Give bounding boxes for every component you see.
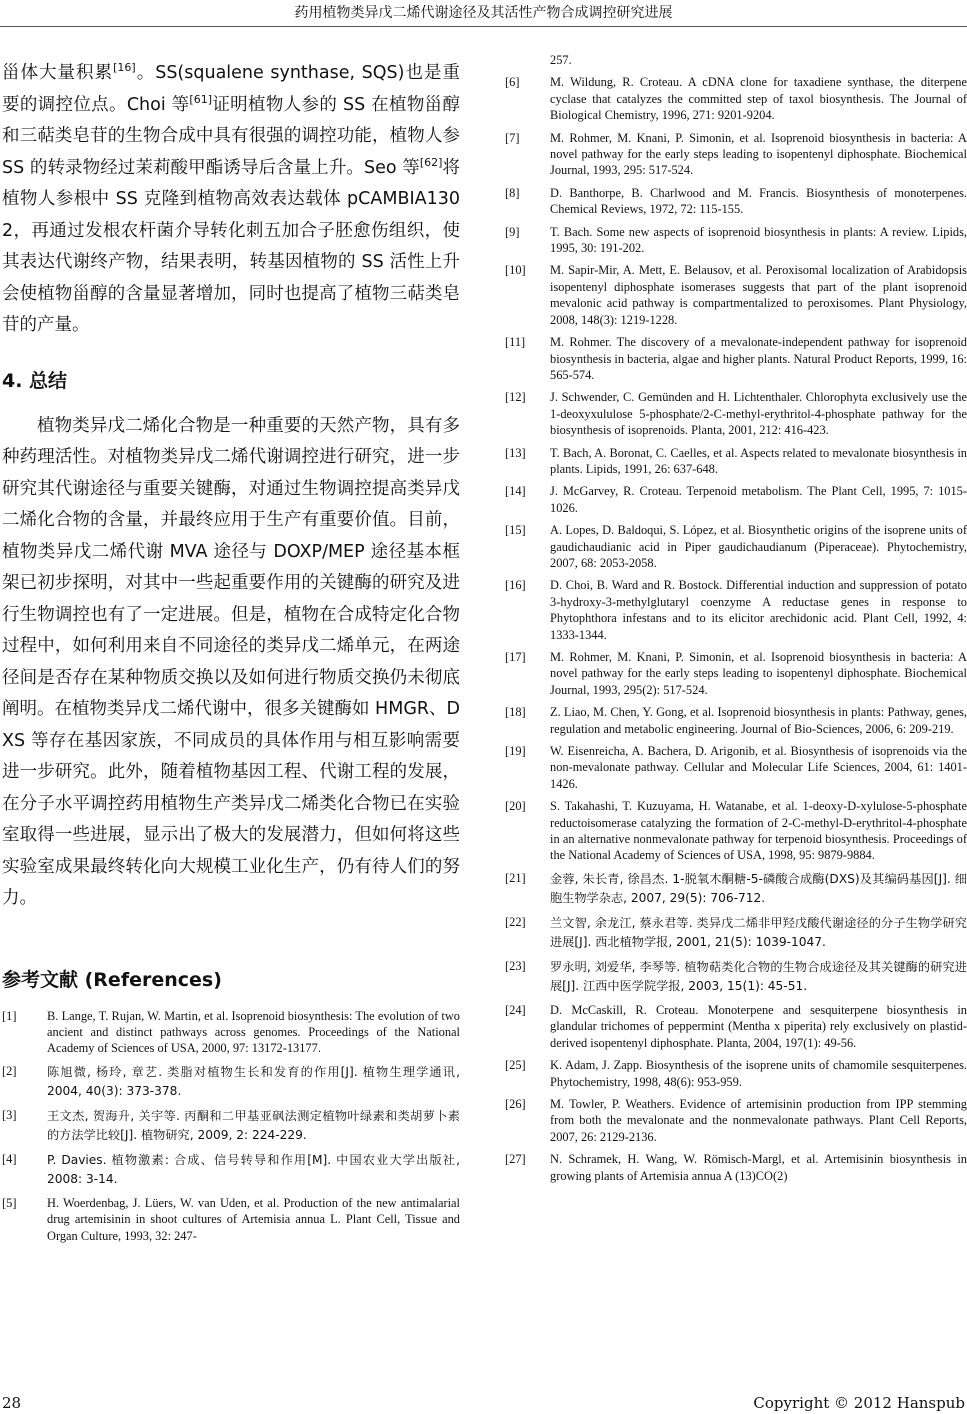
reference-item [505, 1057, 967, 1090]
reference-item [505, 262, 967, 328]
reference-item [505, 185, 967, 218]
text-segment: 。SS(squalene synthase, SQS)也是重要的调控位点。Choi 等 [2, 63, 460, 115]
citation-62: [62] [419, 155, 443, 169]
reference-text: M. Sapir-Mir, A. Mett, E. Belausov, et al. Peroxisomal localization of Arabidopsis isopentenyl diphosphate isomerases suggests that part of the plant isoprenoid mevalonic acid pathway is compartmentalized to peroxisomes. Plant Physiology, 2008, 148(3): 1219-1228. [550, 263, 967, 327]
reference-item [505, 743, 967, 792]
reference-text: D. Banthorpe, B. Charlwood and M. Francis. Biosynthesis of monoterpenes. Chemical Reviews, 1972, 72: 115-155. [550, 185, 967, 217]
reference-number: [27] [505, 1152, 526, 1167]
reference-text: 罗永明, 刘爱华, 李琴等. 植物萜类化合物的生物合成途径及其关键酶的研究进展[J]. 江西中医学院学报, 2003, 15(1): 45-51. [550, 959, 967, 993]
paragraph-ss-regulation [2, 58, 460, 342]
left-column [2, 58, 460, 1250]
reference-text: 兰文智, 余龙江, 蔡永君等. 类异戊二烯非甲羟戊酸代谢途径的分子生物学研究进展[J]. 西北植物学报, 2001, 21(5): 1039-1047. [550, 915, 967, 949]
reference-list-left [2, 1008, 460, 1244]
section-title-summary: 4. 总结 [2, 369, 68, 392]
reference-text: M. Rohmer, M. Knani, P. Simonin, et al. Isoprenoid biosynthesis in bacteria: A novel pathway for the early steps leading to isopentenyl diphosphate. Biochemical Journal, 1993, 295(2): 517-524. [550, 650, 967, 697]
reference-text: S. Takahashi, T. Kuzuyama, H. Watanabe, et al. 1-deoxy-D-xylulose-5-phosphate reductoisomerase catalyzing the formation of 2-C-methyl-D-erythritol-4-phosphate in an alternative nonmevalonate pathway for terpenoid biosynthesis. Proceedings of the National Academy of Sciences of USA, 1998, 95: 9879-9884. [550, 799, 967, 863]
reference-item [505, 1151, 967, 1184]
reference-item [2, 1195, 460, 1244]
reference-text: J. McGarvey, R. Croteau. Terpenoid metabolism. The Plant Cell, 1995, 7: 1015-1026. [550, 484, 967, 515]
reference-number: [21] [505, 870, 526, 885]
reference-text: D. Choi, B. Ward and R. Bostock. Differential induction and suppression of potato 3-hydroxy-3-methylglutaryl coenzyme A reductase genes in response to Phytophthora infestans and to its elicitor arechidonic acid. Plant Cell, 1992, 4: 1333-1344. [550, 578, 967, 642]
reference-item [505, 224, 967, 257]
reference-number: [22] [505, 914, 526, 929]
reference-text: K. Adam, J. Zapp. Biosynthesis of the isoprene units of chamomile sesquiterpenes. Phytochemistry, 1998, 48(6): 953-959. [550, 1058, 967, 1089]
reference-number: [25] [505, 1058, 526, 1073]
reference-number: [4] [2, 1151, 17, 1166]
reference-text: M. Rohmer, M. Knani, P. Simonin, et al. Isoprenoid biosynthesis in bacteria: A novel pathway for the early steps leading to isopentenyl diphosphate. Biochemical Journal, 1993, 295: 517-524. [550, 130, 967, 178]
reference-number: [5] [2, 1195, 17, 1210]
reference-item [505, 870, 967, 908]
reference-number: [11] [505, 335, 526, 350]
reference-text: M. Rohmer. The discovery of a mevalonate-independent pathway for isoprenoid biosynthesis in bacteria, algae and higher plants. Natural Product Reports, 1999, 16: 565-574. [550, 335, 967, 382]
reference-text: 陈旭微, 杨玲, 章艺. 类脂对植物生长和发育的作用[J]. 植物生理学通讯, 2004, 40(3): 373-378. [47, 1064, 460, 1098]
reference-number: [9] [505, 224, 520, 239]
reference-number: [15] [505, 523, 526, 538]
text-segment: 证明植物人参的 SS 在植物甾醇和三萜类皂苷的生物合成中具有很强的调控功能，植物人参 SS 的转录物经过茉莉酸甲酯诱导后含量上升。Seo 等 [2, 94, 460, 178]
reference-number: [7] [505, 130, 520, 145]
page-number: 28 [2, 1394, 22, 1412]
reference-number: [24] [505, 1002, 526, 1017]
reference-item [505, 704, 967, 737]
reference-number: [14] [505, 484, 526, 499]
reference-number: [10] [505, 263, 526, 278]
reference-item [505, 522, 967, 571]
reference-item [505, 74, 967, 123]
reference-text: 王文杰, 贺海升, 关宇等. 丙酮和二甲基亚砜法测定植物叶绿素和类胡萝卜素的方法学比较[J]. 植物研究, 2009, 2: 224-229. [47, 1108, 460, 1142]
reference-item [2, 1107, 460, 1145]
reference-item [2, 1008, 460, 1057]
reference-continuation: 257. [550, 53, 572, 67]
reference-text: B. Lange, T. Rujan, W. Martin, et al. Isoprenoid biosynthesis: The evolution of two ancient and distinct pathways across genomes. Proceedings of the National Academy of Sciences of USA, 2000, 97: 13172-13177. [47, 1008, 460, 1056]
reference-number: [20] [505, 799, 526, 814]
reference-number: [17] [505, 650, 526, 664]
reference-number: [6] [505, 75, 520, 90]
reference-item [505, 958, 967, 996]
running-header [0, 0, 967, 27]
citation-61: [61] [189, 92, 213, 106]
text-segment: 将植物人参根中 SS 克隆到植物高效表达载体 pCAMBIA1302，再通过发根农杆菌介导转化刺五加合子胚愈伤组织，使其表达代谢终产物，结果表明，转基因植物的 SS 活性上升会使植物甾醇的含量显著增加，同时也提高了植物三萜类皂苷的产量。 [2, 157, 460, 335]
header-title: 药用植物类异戊二烯代谢途径及其活性产物合成调控研究进展 [294, 5, 673, 21]
reference-number: [8] [505, 185, 520, 200]
reference-item [505, 334, 967, 383]
reference-text: M. Wildung, R. Croteau. A cDNA clone for taxadiene synthase, the diterpene cyclase that catalyzes the committed step of taxol biosynthesis. The Journal of Biological Chemistry, 1996, 271: 9201-9204. [550, 75, 967, 123]
reference-number: [12] [505, 390, 526, 405]
paragraph-summary: 植物类异戊二烯化合物是一种重要的天然产物，具有多种药理活性。对植物类异戊二烯代谢调控进行研究，进一步研究其代谢途径与重要关键酶，对通过生物调控提高类异戊二烯化合物的含量，并最终应用于生产有重要价值。目前，植物类异戊二烯代谢 MVA 途径与 DOXP/MEP 途径基本框架已初步探明，对其中一些起重要作用的关键酶的研究及进行生物调控也有了一定进展。但是，植物在合成特定化合物过程中，如何利用来自不同途径的类异戊二烯单元，在两途径间是否存在某种物质交换以及如何进行物质交换仍未彻底阐明。在植物类异戊二烯代谢中，很多关键酶如 HMGR、DXS 等存在基因家族，不同成员的具体作用与相互影响需要进一步研究。此外，随着植物基因工程、代谢工程的发展，在分子水平调控药用植物生产类异戊二烯类化合物已在实验室取得一些进展，显示出了极大的发展潜力，但如何将这些实验室成果最终转化向大规模工业化生产，仍有待人们的努力。 [2, 415, 461, 908]
reference-item [2, 1063, 460, 1101]
reference-number: [13] [505, 445, 526, 460]
reference-text: N. Schramek, H. Wang, W. Römisch-Margl, et al. Artemisinin biosynthesis in growing plants of Artemisia annua A (13)CO(2) [550, 1152, 967, 1183]
reference-item [2, 1151, 460, 1189]
text-segment: 甾体大量积累 [2, 63, 114, 83]
reference-text: T. Bach. Some new aspects of isoprenoid biosynthesis in plants: A review. Lipids, 1995, 30: 191-202. [550, 224, 967, 256]
right-column [505, 52, 967, 1190]
reference-item [505, 798, 967, 864]
reference-text: 金蓉, 朱长青, 徐昌杰. 1-脱氧木酮糖-5-磷酸合成酶(DXS)及其编码基因[J]. 细胞生物学杂志, 2007, 29(5): 706-712. [550, 871, 967, 905]
reference-number: [18] [505, 705, 526, 720]
reference-number: [23] [505, 958, 526, 973]
reference-list-right [505, 74, 967, 1184]
reference-text: H. Woerdenbag, J. Lüers, W. van Uden, et al. Production of the new antimalarial drug artemisinin in shoot cultures of Artemisia annua L. Plant Cell, Tissue and Organ Culture, 1993, 32: 247- [47, 1195, 460, 1243]
reference-text: J. Schwender, C. Gemünden and H. Lichtenthaler. Chlorophyta exclusively use the 1-deoxyxululose 5-phosphate/2-C-methyl-erythritol-4-phosphate pathway for the biosynthesis of isoprenoids. Planta, 2001, 212: 416-423. [550, 390, 967, 438]
reference-number: [2] [2, 1063, 17, 1078]
reference-number: [1] [2, 1008, 17, 1023]
reference-item [505, 649, 967, 698]
reference-item [505, 130, 967, 179]
reference-text: M. Towler, P. Weathers. Evidence of artemisinin production from IPP stemming from both the mevalonate and the nonmevalonate pathways. Plant Cell Reports, 2007, 26: 2129-2136. [550, 1096, 967, 1144]
reference-item [505, 483, 967, 516]
citation-16: [16] [113, 61, 136, 75]
reference-number: [26] [505, 1096, 526, 1111]
reference-number: [19] [505, 744, 526, 759]
reference-item [505, 389, 967, 438]
reference-text: A. Lopes, D. Baldoqui, S. López, et al. Biosynthetic origins of the isoprene units of gaudichaudianic acid in Piper gaudichaudianum (Piperaceae). Phytochemistry, 2007, 68: 2053-2058. [550, 523, 967, 570]
reference-text: T. Bach, A. Boronat, C. Caelles, et al. Aspects related to mevalonate biosynthesis in plants. Lipids, 1991, 26: 637-648. [550, 445, 967, 476]
reference-text: D. McCaskill, R. Croteau. Monoterpene and sesquiterpene biosynthesis in glandular trichomes of peppermint (Mentha x piperita) rely exclusively on plastid-derived isopentenyl diphosphate. Planta, 2004, 197(1): 49-56. [550, 1002, 967, 1050]
reference-item [505, 445, 967, 478]
reference-text: Z. Liao, M. Chen, Y. Gong, et al. Isoprenoid biosynthesis in plants: Pathway, genes, regulation and metabolic engineering. Journal of Bio-Sciences, 2006, 6: 209-219. [550, 705, 967, 736]
reference-number: [3] [2, 1107, 17, 1122]
reference-item [505, 577, 967, 643]
copyright-notice: Copyright © 2012 Hanspub [753, 1394, 965, 1412]
reference-item [505, 914, 967, 952]
reference-text: P. Davies. 植物激素: 合成、信号转导和作用[M]. 中国农业大学出版社, 2008: 3-14. [47, 1152, 460, 1186]
reference-item [505, 1096, 967, 1145]
references-title: 参考文献 (References) [2, 968, 222, 991]
reference-number: [16] [505, 578, 526, 593]
reference-item [505, 1002, 967, 1051]
reference-text: W. Eisenreicha, A. Bachera, D. Arigonib, et al. Biosynthesis of isoprenoids via the non-mevalonate pathway. Cellular and Molecular Life Sciences, 2004, 61: 1401-1426. [550, 744, 967, 791]
